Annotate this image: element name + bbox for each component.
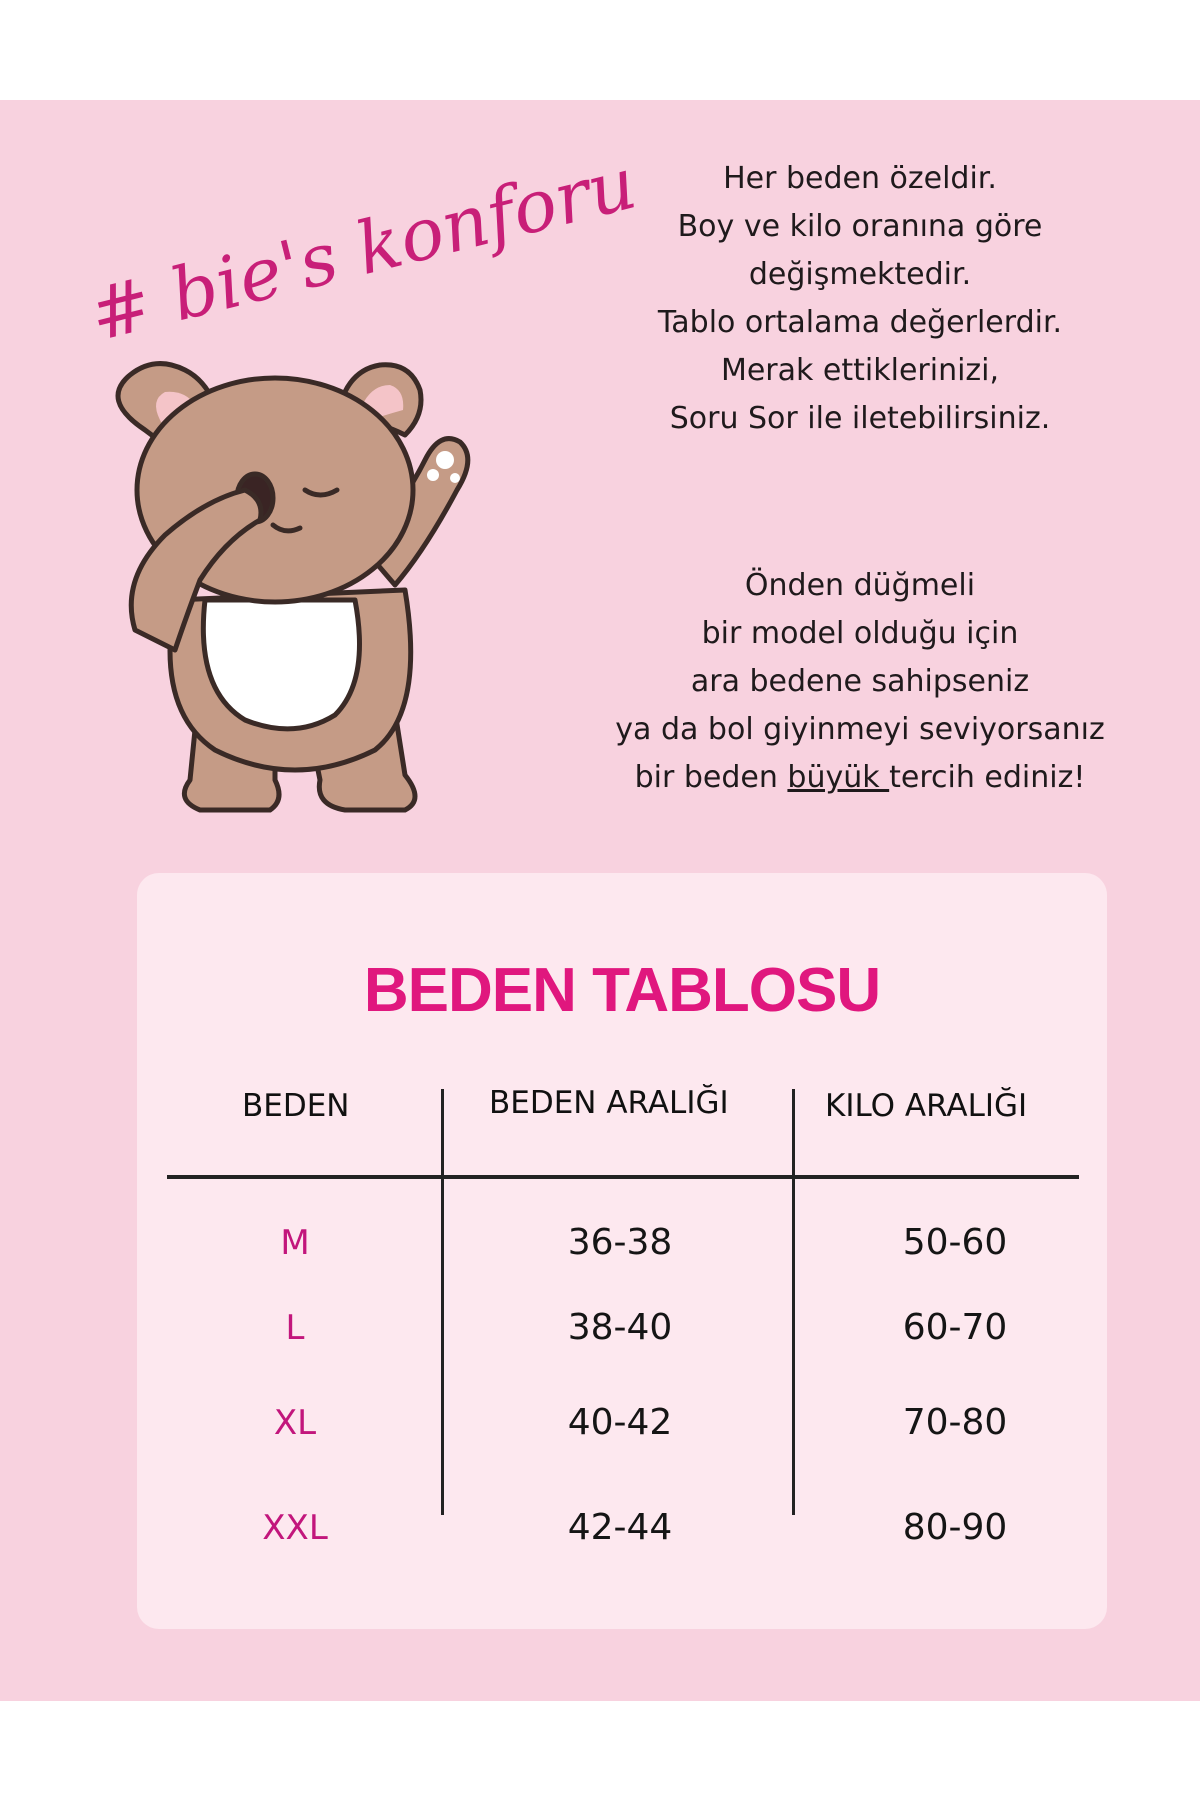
advice-line-last — [560, 754, 1160, 802]
brand-hashtag — [78, 140, 644, 358]
column-divider — [441, 1089, 444, 1515]
info-line: Merak ettiklerinizi, — [720, 353, 1000, 388]
weight-range-cell: 60-70 — [902, 1307, 1008, 1348]
info-line: değişmektedir. — [748, 257, 972, 292]
info-line: Her beden özeldir. — [723, 161, 997, 196]
size-range-cell: 42-44 — [567, 1507, 673, 1548]
advice-text-after: tercih ediniz! — [889, 760, 1086, 795]
advice-line: ara bedene sahipseniz — [690, 664, 1030, 699]
header-weight-range: KILO ARALIĞI — [825, 1088, 1028, 1124]
brand-hashtag-text: # bie's konforu — [81, 140, 644, 358]
header-size-range: BEDEN ARALIĞI — [489, 1085, 729, 1121]
advice-text-underlined: büyük — [787, 760, 890, 795]
advice-line: ya da bol giyinmeyi seviyorsanız — [615, 712, 1105, 747]
size-cell: M — [280, 1223, 310, 1263]
size-table-card — [137, 873, 1107, 1629]
size-cell: XL — [273, 1403, 317, 1443]
weight-range-cell: 50-60 — [902, 1222, 1008, 1263]
header-divider — [167, 1175, 1079, 1179]
info-line: Tablo ortalama değerlerdir. — [657, 305, 1063, 340]
weight-range-cell: 70-80 — [902, 1402, 1008, 1443]
fit-advice-note — [560, 562, 1160, 802]
size-range-cell: 40-42 — [567, 1402, 673, 1443]
info-line: Boy ve kilo oranına göre — [677, 209, 1043, 244]
size-info-note — [560, 155, 1160, 443]
weight-range-cell: 80-90 — [902, 1507, 1008, 1548]
advice-text-before: bir beden — [634, 760, 788, 795]
koala-bear-dab-illustration — [105, 350, 545, 830]
advice-line: Önden düğmeli — [744, 568, 976, 603]
header-size: BEDEN — [242, 1088, 350, 1124]
size-cell: XXL — [262, 1508, 328, 1548]
size-cell: L — [285, 1308, 305, 1348]
info-line: Soru Sor ile iletebilirsiniz. — [669, 401, 1051, 436]
column-divider — [792, 1089, 795, 1515]
size-range-cell: 38-40 — [567, 1307, 673, 1348]
size-range-cell: 36-38 — [567, 1222, 673, 1263]
size-table-title: BEDEN TABLOSU — [363, 956, 881, 1025]
advice-line: bir model olduğu için — [701, 616, 1019, 651]
